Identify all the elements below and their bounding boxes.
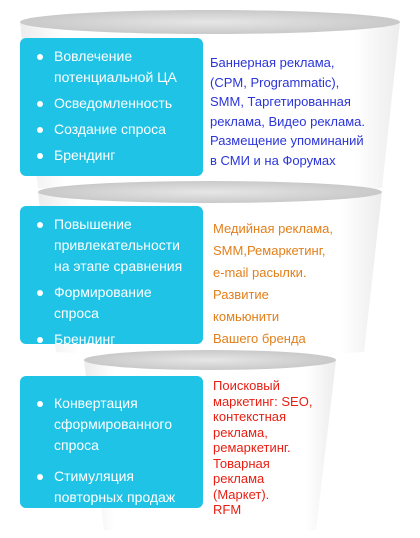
stage-1-goal: Брендинг	[34, 145, 193, 166]
stage-2-goal: Повышение привлекательности на этапе сравнения	[34, 214, 193, 277]
stage-1-goals-panel	[20, 38, 203, 176]
channel-line: в СМИ и на Форумах	[210, 152, 336, 168]
bullet-icon	[37, 54, 43, 60]
channel-line: SMM, Таргетированная	[210, 94, 351, 110]
stage-2-goals-panel	[20, 206, 203, 347]
channel-line: e-mail расылки.	[213, 265, 307, 280]
channel-line: Поисковый	[213, 378, 280, 393]
channel-line: Медийная реклама,	[213, 221, 333, 236]
bullet-icon	[37, 101, 43, 107]
stage-3-goals-panel	[20, 376, 203, 508]
channel-line: (Маркет).	[213, 486, 270, 502]
channel-line: SMM,Ремаркетинг,	[213, 243, 326, 258]
channel-line: комьюнити	[213, 309, 280, 324]
channel-line: Вашего бренда	[213, 331, 306, 346]
stage-3-channels	[213, 378, 312, 518]
channel-line: ремаркетинг.	[213, 440, 291, 455]
channel-line: Размещение упоминаний	[210, 133, 364, 149]
stage-1-goal: Вовлечение потенциальной ЦА	[34, 46, 193, 88]
stage-1-channels	[210, 53, 365, 171]
stage-1-goal: Создание спроса	[34, 119, 193, 140]
bullet-icon	[37, 290, 43, 296]
funnel-rim-2	[38, 181, 382, 203]
stage-2-channels	[213, 218, 333, 350]
funnel-rim-3	[84, 350, 336, 370]
channel-line: маркетинг: SEO,	[213, 393, 313, 409]
stage-3-goal: Конвертация сформированного спроса	[34, 393, 193, 456]
bullet-icon	[37, 401, 43, 407]
channel-line: реклама	[213, 471, 265, 486]
channel-line: Баннерная реклама,	[210, 55, 335, 70]
channel-line: (CPM, Programmatic),	[210, 74, 340, 90]
bullet-icon	[37, 153, 43, 159]
funnel-rim-1	[20, 10, 400, 34]
stage-3-goal: Стимуляция повторных продаж	[34, 466, 193, 508]
channel-line: реклама,	[213, 424, 268, 440]
channel-line: RFM	[213, 502, 242, 517]
channel-line: контекстная	[213, 409, 287, 424]
channel-line: Развитие	[213, 287, 269, 302]
bullet-icon	[37, 127, 43, 133]
stage-1-goal: Осведомленность	[34, 93, 193, 114]
stage-2-goal: Формирование спроса	[34, 282, 193, 324]
channel-line: реклама, Видео реклама.	[210, 113, 365, 129]
bullet-icon	[37, 337, 43, 343]
stage-2-goal: Брендинг	[34, 329, 193, 350]
bullet-icon	[37, 474, 43, 480]
bullet-icon	[37, 222, 43, 228]
channel-line: Товарная	[213, 455, 270, 471]
